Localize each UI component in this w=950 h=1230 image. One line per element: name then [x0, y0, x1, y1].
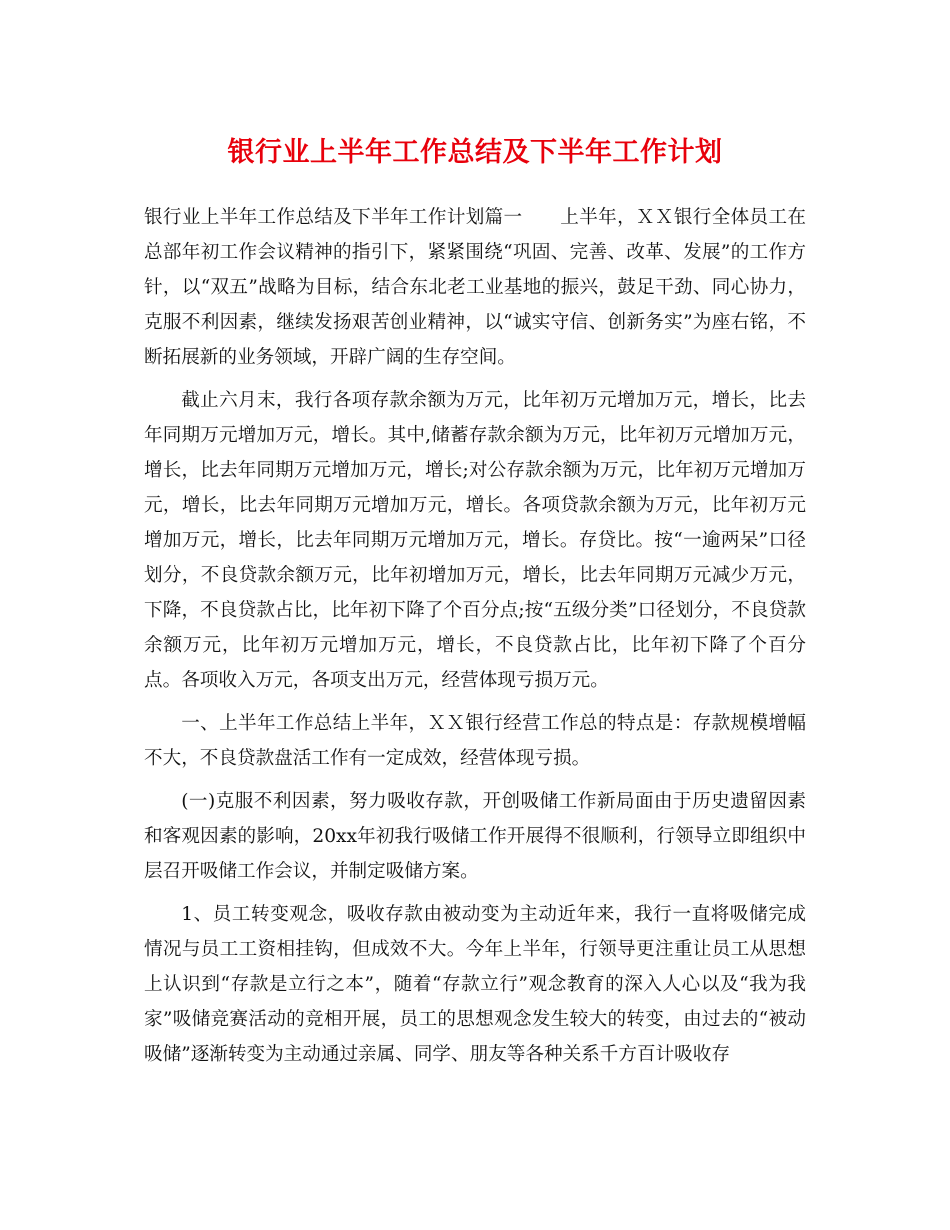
paragraph: (一)克服不利因素，努力吸收存款，开创吸储工作新局面由于历史遗留因素和客观因素的影响，20xx年初我行吸储工作开展得不很顺利，行领导立即组织中层召开吸储工作会议，并制定吸储方案。	[144, 791, 806, 882]
paragraph: 一、上半年工作总结上半年，ＸＸ银行经营工作总的特点是：存款规模增幅不大，不良贷款盘活工作有一定成效，经营体现亏损。	[144, 713, 806, 769]
paragraph: 银行业上半年工作总结及下半年工作计划篇一 上半年，ＸＸ银行全体员工在总部年初工作会议精神的指引下，紧紧围绕“巩固、完善、改革、发展”的工作方针，以“双五”战略为目标，结合东北老工业基地的振兴，鼓足干劲、同心协力，克服不利因素，继续发扬艰苦创业精神，以“诚实守信、创新务实”为座右铭，不断拓展新的业务领域，开辟广阔的生存空间。	[144, 207, 806, 368]
paragraph: 1、员工转变观念，吸收存款由被动变为主动近年来，我行一直将吸储完成情况与员工工资相挂钩，但成效不大。今年上半年，行领导更注重让员工从思想上认识到“存款是立行之本”，随着“存款立行”观念教育的深入人心以及“我为我家”吸储竞赛活动的竞相开展，员工的思想观念发生较大的转变，由过去的“被动吸储”逐渐转变为主动通过亲属、同学、朋友等各种关系千方百计吸收存	[144, 904, 806, 1065]
paragraph: 截止六月末，我行各项存款余额为万元，比年初万元增加万元，增长，比去年同期万元增加万元，增长。其中,储蓄存款余额为万元，比年初万元增加万元，增长，比去年同期万元增加万元，增长;对公存款余额为万元，比年初万元增加万元，增长，比去年同期万元增加万元，增长。各项贷款余额为万元，比年初万元增加万元，增长，比去年同期万元增加万元，增长。存贷比。按“一逾两呆”口径划分，不良贷款余额万元，比年初增加万元，增长，比去年同期万元减少万元，下降，不良贷款占比，比年初下降了个百分点;按“五级分类”口径划分，不良贷款余额万元，比年初万元增加万元，增长，不良贷款占比，比年初下降了个百分点。各项收入万元，各项支出万元，经营体现亏损万元。	[144, 390, 806, 691]
document-title: 银行业上半年工作总结及下半年工作计划	[227, 137, 723, 168]
document-body	[144, 200, 806, 1080]
